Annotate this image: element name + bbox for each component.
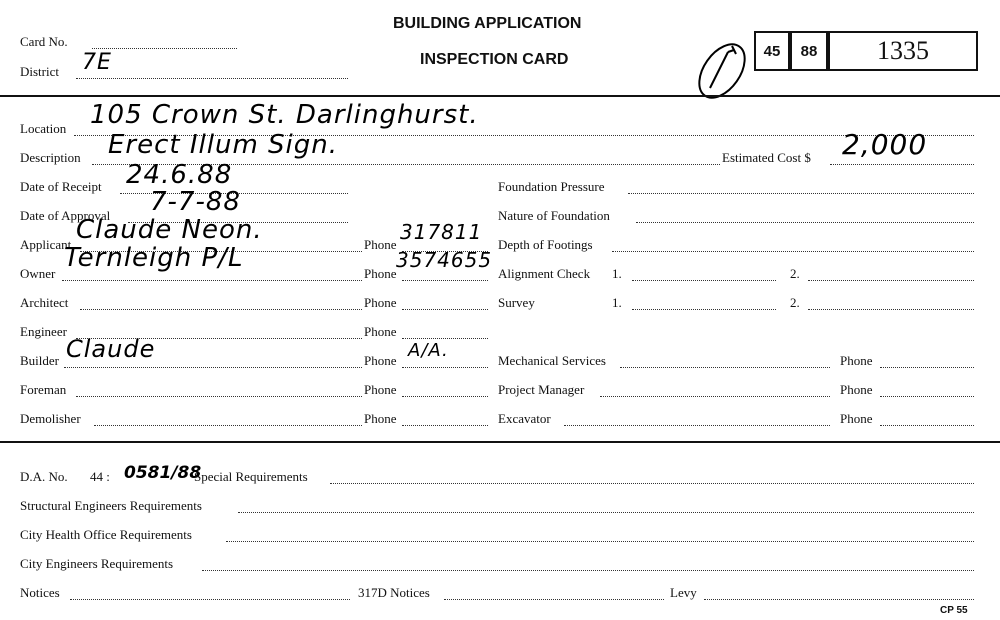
health-line [226,541,974,542]
mechanical-phone-label: Phone [840,353,873,368]
levy-label: Levy [670,585,697,600]
foreman-label: Foreman [20,382,67,397]
builder-phone-line [402,367,488,368]
excavator-phone-label: Phone [840,411,873,426]
survey-num2: 2. [790,295,800,310]
owner-label: Owner [20,266,56,281]
card-box-number: 1335 [828,31,978,71]
alignment-line2 [808,280,974,281]
notices-line [70,599,350,600]
foreman-phone-label: Phone [364,382,397,397]
estimated-cost-value: 2,000 [842,128,928,161]
alignment-line1 [632,280,776,281]
builder-value: Claude [66,335,156,363]
engineer-label: Engineer [20,324,67,339]
architect-line [80,309,362,310]
card-no-label: Card No. [20,34,68,49]
description-value: Erect Illum Sign. [108,130,339,160]
project-manager-phone-label: Phone [840,382,873,397]
builder-line [64,367,362,368]
demolisher-label: Demolisher [20,411,81,426]
alignment-num1: 1. [612,266,622,281]
district-label: District [20,64,59,79]
excavator-line [564,425,830,426]
health-label: City Health Office Requirements [20,527,192,542]
card-box-88: 88 [790,31,828,71]
title-line2: INSPECTION CARD [420,51,569,68]
owner-phone-line [402,280,488,281]
excavator-label: Excavator [498,411,551,426]
city-eng-label: City Engineers Requirements [20,556,174,571]
special-req-label: Special Requirements [194,469,308,484]
structural-label: Structural Engineers Requirements [20,498,202,513]
builder-phone-value: A/A. [408,340,449,361]
builder-phone-label: Phone [364,353,397,368]
da-value: 0581/88 [124,463,202,483]
engineer-phone-line [402,338,488,339]
estimated-cost-label: Estimated Cost $ [722,150,811,165]
architect-label: Architect [20,295,69,310]
city-eng-line [202,570,974,571]
survey-label: Survey [498,295,535,310]
foundation-pressure-line [628,193,974,194]
location-value: 105 Crown St. Darlinghurst. [90,100,479,130]
date-receipt-value: 24.6.88 [126,160,233,190]
demolisher-phone-line [402,425,488,426]
applicant-label: Applicant [20,237,72,252]
date-approval-label: Date of Approval [20,208,111,223]
architect-phone-label: Phone [364,295,397,310]
depth-footings-label: Depth of Footings [498,237,593,252]
district-value: 7E [82,50,112,75]
estimated-cost-line [830,164,974,165]
nature-foundation-line [636,222,974,223]
location-label: Location [20,121,67,136]
mechanical-line [620,367,830,368]
top-rule [0,95,1000,97]
owner-line [62,280,362,281]
levy-line [704,599,974,600]
owner-phone-label: Phone [364,266,397,281]
notices-label: Notices [20,585,60,600]
foreman-line [76,396,362,397]
survey-num1: 1. [612,295,622,310]
district-line [76,78,348,79]
survey-line2 [808,309,974,310]
mechanical-label: Mechanical Services [498,353,606,368]
owner-value: Ternleigh P/L [64,243,244,273]
demolisher-phone-label: Phone [364,411,397,426]
date-receipt-label: Date of Receipt [20,179,102,194]
foreman-phone-line [402,396,488,397]
survey-line1 [632,309,776,310]
structural-line [238,512,974,513]
architect-phone-line [402,309,488,310]
da-label: D.A. No. [20,469,68,484]
engineer-phone-label: Phone [364,324,397,339]
excavator-phone-line [880,425,974,426]
depth-footings-line [612,251,974,252]
mechanical-phone-line [880,367,974,368]
nature-foundation-label: Nature of Foundation [498,208,610,223]
title-line1: BUILDING APPLICATION [393,15,582,32]
form-code: CP 55 [940,605,968,616]
notices-317d-line [444,599,664,600]
project-manager-label: Project Manager [498,382,585,397]
middle-rule [0,441,1000,443]
alignment-check-label: Alignment Check [498,266,591,281]
owner-phone-value: 3574655 [396,248,493,272]
applicant-phone-label: Phone [364,237,397,252]
project-manager-line [600,396,830,397]
da-prefix: 44 : [90,469,110,484]
card-box-45: 45 [754,31,790,71]
special-req-line [330,483,974,484]
applicant-value: Claude Neon. [76,215,263,245]
foundation-pressure-label: Foundation Pressure [498,179,605,194]
demolisher-line [94,425,362,426]
alignment-num2: 2. [790,266,800,281]
date-approval-value: 7-7-88 [150,187,241,217]
project-manager-phone-line [880,396,974,397]
applicant-phone-value: 317811 [400,220,483,244]
card-no-line [92,48,237,49]
notices-317d-label: 317D Notices [358,585,430,600]
description-label: Description [20,150,81,165]
builder-label: Builder [20,353,59,368]
